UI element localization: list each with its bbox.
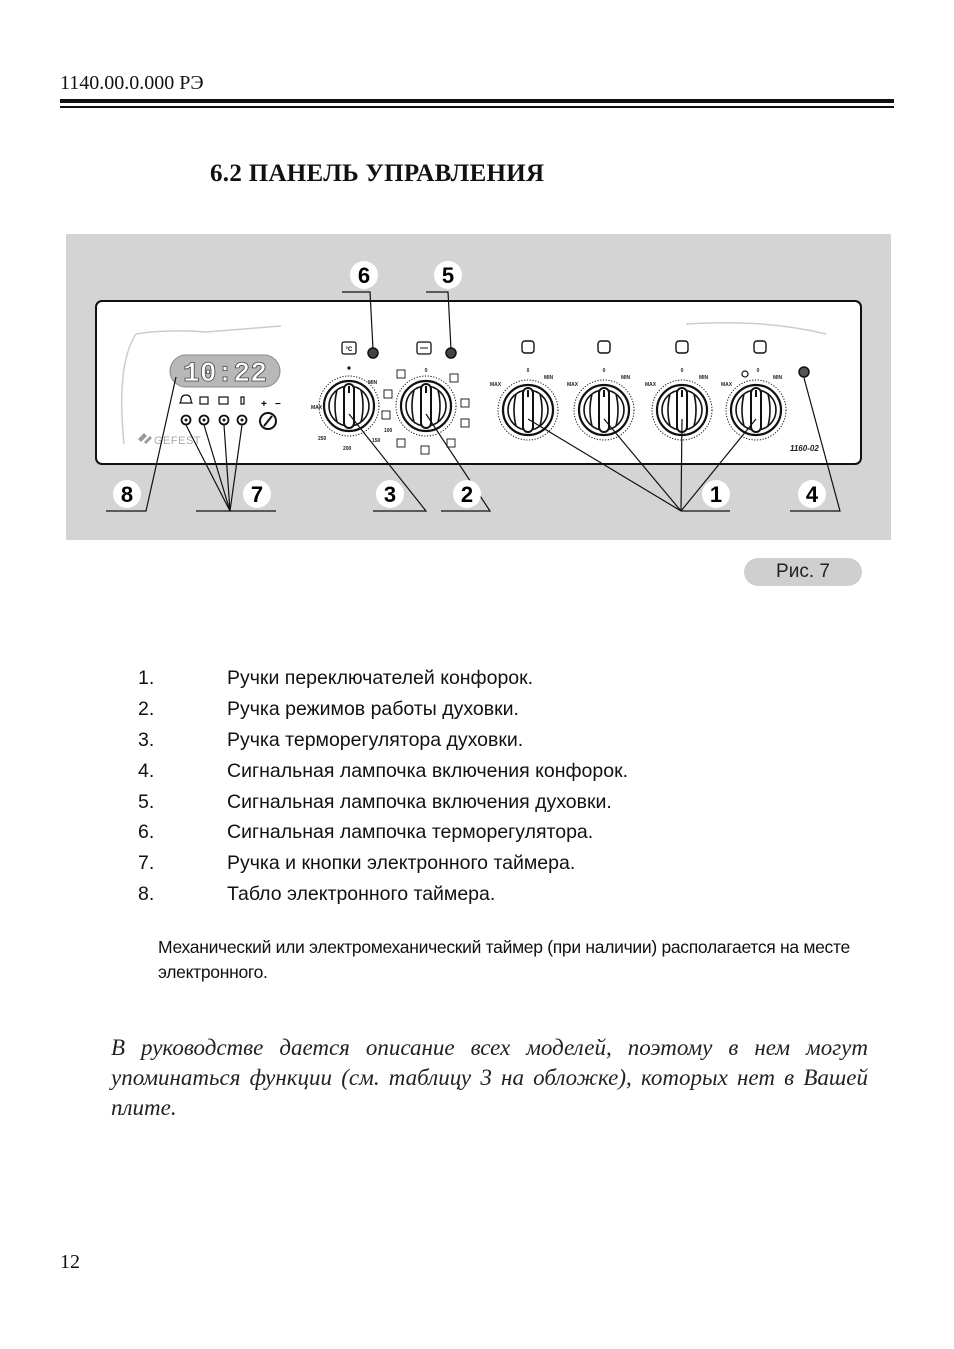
burner-3-mark-min: MIN (699, 375, 709, 381)
thermostat-mark-max: MAX (311, 405, 323, 411)
brand-name: GEFEST (154, 435, 202, 447)
burner-front-left-icon (522, 341, 534, 353)
callout-1 (702, 480, 730, 508)
thermostat-mark-200: 200 (343, 446, 352, 452)
oven-lamp-icon (417, 342, 431, 354)
header-rule-thick (60, 99, 894, 103)
callout-7 (243, 480, 271, 508)
burner-3-mark-max: MAX (645, 382, 657, 388)
timer-display-time: 10:22 (182, 359, 268, 390)
svg-text:°C: °C (345, 347, 353, 353)
svg-text:4: 4 (805, 482, 819, 507)
svg-text:3: 3 (383, 482, 397, 507)
callout-4 (798, 480, 826, 508)
control-panel-diagram (66, 234, 891, 540)
burner-2-mark-max: MAX (567, 382, 579, 388)
burner-4-mark-min: MIN (773, 375, 783, 381)
svg-text:1: 1 (709, 482, 723, 507)
svg-text:7: 7 (250, 482, 264, 507)
svg-text:5: 5 (441, 263, 455, 288)
burner-1-mark-min: MIN (544, 375, 554, 381)
burner-4-mark-max: MAX (721, 382, 733, 388)
model-number: 1160-02 (790, 444, 819, 453)
thermostat-mark-min: MIN (368, 380, 378, 386)
burner-back-left-icon (598, 341, 610, 353)
thermostat-mark-250: 250 (318, 436, 327, 442)
svg-text:8: 8 (120, 482, 134, 507)
burner-front-right-icon (754, 341, 766, 353)
callout-6 (350, 261, 378, 289)
page-number: 12 (60, 1251, 80, 1273)
timer-note: Механический или электромеханический таймер (при наличии) располагается на месте электронного. (158, 937, 850, 982)
oven-lamp (446, 348, 456, 358)
burner-2-mark-zero: 0 (602, 368, 606, 374)
callout-2 (453, 480, 481, 508)
figure-caption: Рис. 7 (744, 558, 862, 586)
thermostat-mark-100: 100 (384, 428, 393, 434)
hob-lamp (799, 367, 809, 377)
burner-1-mark-max: MAX (490, 382, 502, 388)
document-code: 1140.00.0.000 РЭ (60, 72, 204, 94)
model-disclaimer: В руководстве дается описание всех моделей, поэтому в нем могут упоминаться функции (см. таблицу 3 на обложке), которых нет в Вашей плите. (111, 1035, 868, 1120)
burner-back-right-icon (676, 341, 688, 353)
callout-8 (113, 480, 141, 508)
section-title: 6.2 ПАНЕЛЬ УПРАВЛЕНИЯ (210, 160, 545, 187)
burner-1-mark-zero: 0 (526, 368, 530, 374)
svg-text:6: 6 (357, 263, 371, 288)
timer-plus-label: + (261, 399, 267, 410)
callout-3 (376, 480, 404, 508)
burner-3-mark-zero: 0 (680, 368, 684, 374)
timer-minus-label: − (275, 399, 281, 410)
thermostat-lamp (368, 348, 378, 358)
burner-2-mark-min: MIN (621, 375, 631, 381)
callout-5 (434, 261, 462, 289)
thermostat-mark-150: 150 (372, 438, 381, 444)
svg-text:2: 2 (460, 482, 474, 507)
control-panel-figure (66, 234, 891, 540)
thermostat-lamp-icon (342, 342, 356, 354)
header-rule-thin (60, 106, 894, 108)
burner-4-mark-zero: 0 (756, 368, 760, 374)
timer-display (170, 355, 280, 390)
oven-mode-mark-zero: 0 (424, 368, 428, 374)
